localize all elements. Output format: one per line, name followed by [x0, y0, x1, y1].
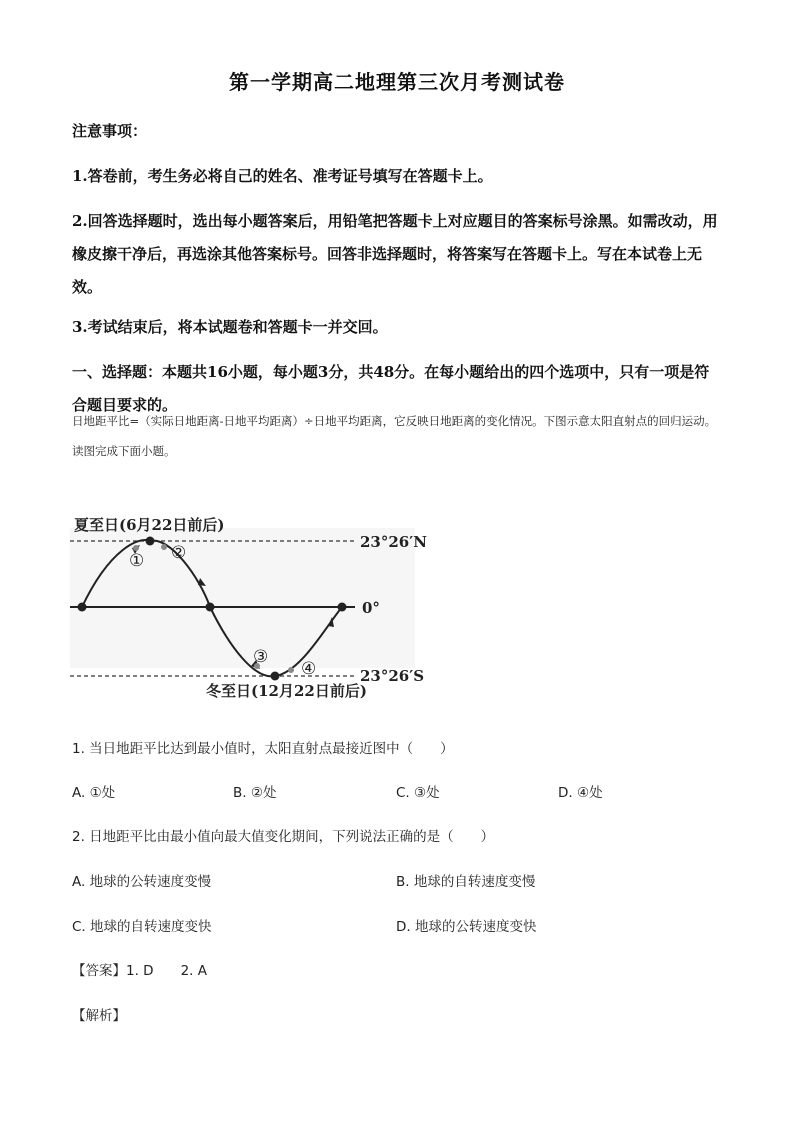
- winter-solstice-label: 冬至日(12月22日前后): [206, 682, 367, 700]
- point-winter-solstice: [271, 672, 280, 681]
- notice-heading: 注意事项：: [72, 122, 148, 140]
- q2-option-c: C. 地球的自转速度变快: [72, 919, 212, 935]
- page-title: 第一学期高二地理第三次月考测试卷: [229, 70, 565, 94]
- summer-solstice-label: 夏至日(6月22日前后): [74, 516, 225, 534]
- point-spring-equinox: [78, 603, 87, 612]
- notice-item-2: 2.回答选择题时，选出每小题答案后，用铅笔把答题卡上对应题目的答案标号涂黑。如需改动，用橡皮擦干净后，再选涂其他答案标号。回答非选择题时，将答案写在答题卡上。写在本试卷上无效。: [72, 212, 718, 296]
- section-heading: 一、选择题：本题共16小题，每小题3分，共48分。在每小题给出的四个选项中，只有一项是符合题目要求的。: [72, 363, 710, 414]
- marker-dot-2: [161, 544, 167, 550]
- point-next-equinox: [338, 603, 347, 612]
- q2-option-d: D. 地球的公转速度变快: [396, 919, 537, 935]
- answer-line: [72, 959, 207, 979]
- q1-option-b: B. ②处: [233, 785, 277, 801]
- analysis-label: 【解析】: [72, 1008, 126, 1024]
- marker-2: ②: [171, 543, 187, 563]
- lat-zero-label: 0°: [362, 599, 380, 617]
- notice-item-1: 1.答卷前，考生务必将自己的姓名、准考证号填写在答题卡上。: [72, 167, 493, 185]
- answer-text: 1. D 2. A: [126, 963, 207, 979]
- intro-text: 日地距平比=（实际日地距离-日地平均距离）÷日地平均距离，它反映日地距离的变化情况。下图示意太阳直射点的回归运动。读图完成下面小题。: [72, 414, 717, 458]
- lat-south-label: 23°26′S: [360, 667, 425, 685]
- q1-option-c: C. ③处: [396, 785, 440, 801]
- marker-4: ④: [301, 659, 317, 679]
- marker-3: ③: [253, 647, 269, 667]
- question-1-stem: 1. 当日地距平比达到最小值时，太阳直射点最接近图中（ ）: [72, 741, 454, 757]
- q1-option-a: A. ①处: [72, 785, 116, 801]
- solar-path-figure: [60, 508, 440, 708]
- marker-dot-4: [288, 667, 294, 673]
- notice-item-3: 3.考试结束后，将本试题卷和答题卡一并交回。: [72, 318, 388, 336]
- marker-1: ①: [129, 551, 145, 571]
- answer-label: 【答案】: [72, 963, 126, 979]
- q1-option-d: D. ④处: [558, 785, 603, 801]
- point-summer-solstice: [146, 537, 155, 546]
- q2-option-a: A. 地球的公转速度变慢: [72, 874, 212, 890]
- lat-north-label: 23°26′N: [360, 533, 427, 551]
- point-autumn-equinox: [206, 603, 215, 612]
- question-2-stem: 2. 日地距平比由最小值向最大值变化期间，下列说法正确的是（ ）: [72, 829, 495, 845]
- q2-option-b: B. 地球的自转速度变慢: [396, 874, 536, 890]
